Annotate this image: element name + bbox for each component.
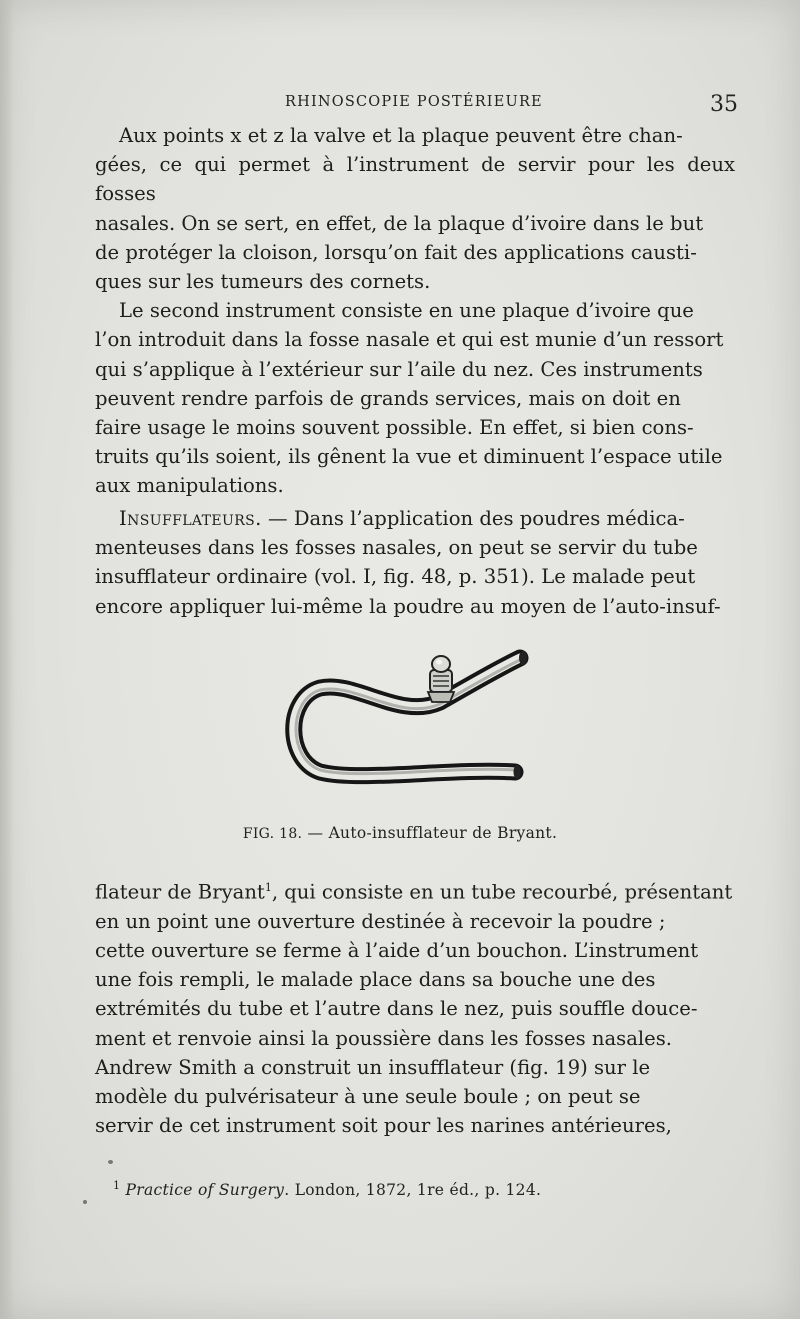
paragraph-bryant-text: , qui consiste en un tube recourbé, présentant en un point une ouverture destinée à recevoir la poudre ; cette ouverture se ferme à l’aide d’un bouchon. L’instrument une fois rempli, le malade place dans sa bouche une des extrémités du tube et l’autre dans le nez, puis souffle douce- ment et renvoie ainsi la poussière dans les fosses nasales. Andrew Smith a construit un insufflateur (fig. 19) sur le modèle du pulvérisateur à une seule boule ; on peut se servir de cet instrument soit pour les narines antérieures, [95,880,733,1138]
section-heading: Insufflateurs. [119,507,262,530]
text-block-top [95,121,735,501]
figure-label: FIG. 18. [242,826,303,842]
footnote [113,1179,753,1199]
tube-opening-top [519,651,527,665]
tube-highlight [294,658,520,776]
paragraph-second-instrument: Le second instrument consiste en une plaque d’ivoire que l’on introduit dans la fosse nasale et qui est munie d’un ressort qui s’applique à l’extérieur sur l’aile du nez. Ces instruments peuvent rendre parfois de grands services, mais on doit en faire usage le moins souvent possible. En effet, si bien cons- truits qu’ils soient, ils gênent la vue et diminuent l’espace utile aux manipulations. [95,299,724,498]
paragraph-bryant-start: flateur de Bryant [95,880,265,904]
paragraph-valve: Aux points x et z la valve et la plaque peuvent être chan- gées, ce qui permet à l’instrument de servir pour les deux fosses nasales. On se sert, en effet, de la plaque d’ivoire dans le but de protéger la cloison, lorsqu’on fait des applications causti- ques sur les tumeurs des cornets. [95,124,735,294]
ink-speck [83,1200,87,1204]
tube-opening-bottom [514,765,521,779]
figure-caption [0,824,800,842]
scan-edge [0,0,14,1319]
footnote-marker: 1 [113,1179,121,1192]
paragraph-insufflateurs [95,504,735,621]
footnote-reference: 1 [264,881,272,894]
page-number: 35 [710,92,738,117]
tube-shading [296,660,520,774]
figure-auto-insufflateur [280,640,550,800]
footnote-title: Practice of Surgery [125,1181,285,1200]
figure-caption-text: — Auto-insufflateur de Bryant. [302,824,558,842]
paragraph-insufflateurs-text: — Dans l’application des poudres médica- menteuses dans les fosses nasales, on peut se servir du tube insufflateur ordinaire (vol. I, fig. 48, p. 351). Le malade peut encore appliquer lui-même la poudre au moyen de l’auto-insuf- [95,507,721,618]
page-header [95,92,738,118]
text-block-bryant [95,873,735,1140]
paragraph-bryant [95,873,735,1140]
running-title: RHINOSCOPIE POSTÉRIEURE [285,94,543,110]
stopper-cap [428,656,454,702]
text-block-insufflateurs [95,504,735,621]
ink-speck [108,1160,113,1164]
footnote-text: . London, 1872, 1re éd., p. 124. [284,1181,542,1200]
